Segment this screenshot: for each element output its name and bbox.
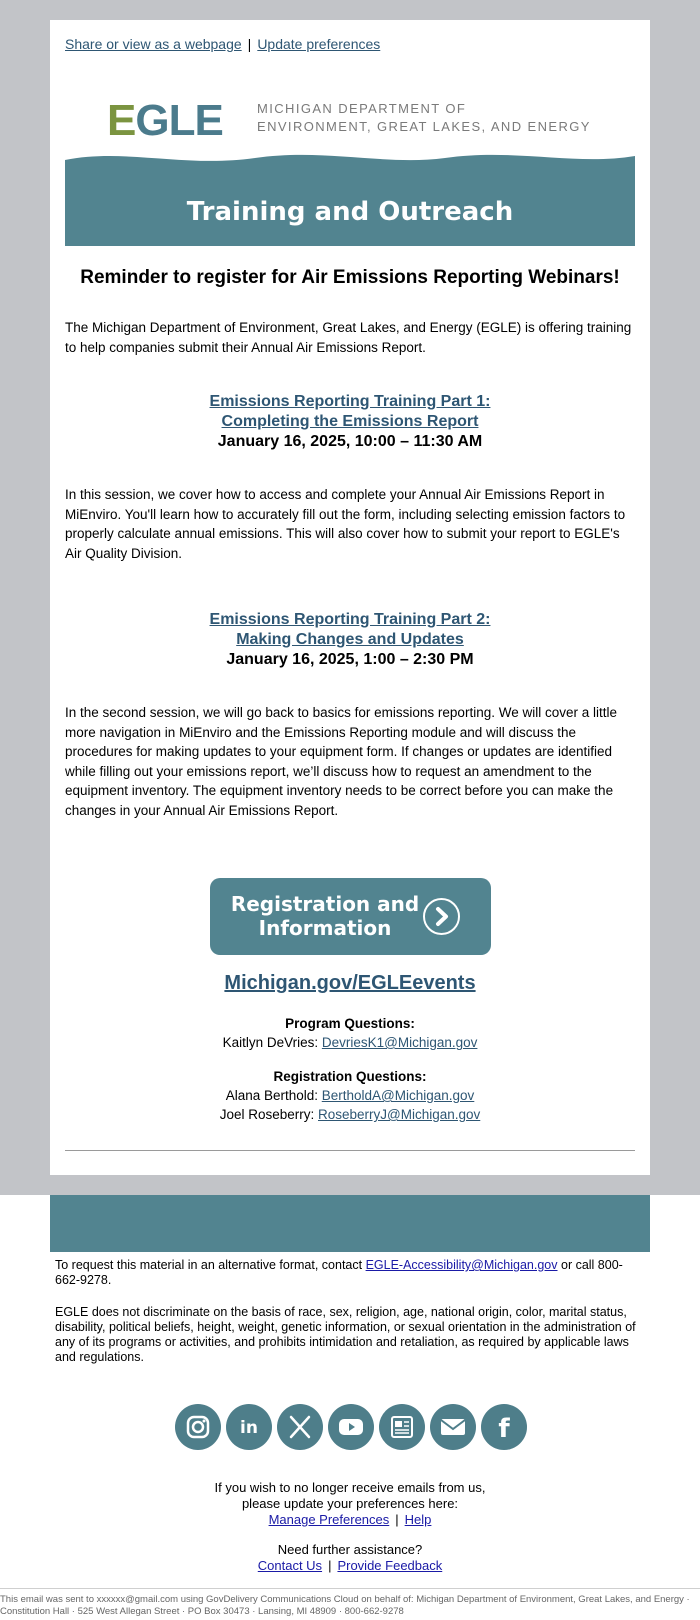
social-icons — [175, 1404, 527, 1450]
accessibility-notice: To request this material in an alternative format, contact EGLE-Accessibility@Michigan.gov or call 800-662-9278. — [55, 1258, 623, 1287]
news-icon[interactable] — [379, 1404, 425, 1450]
intro-paragraph: The Michigan Department of Environment, Great Lakes, and Energy (EGLE) is offering training to help companies submit their Annual Air Emissions Report. — [65, 320, 632, 355]
registration-questions-heading: Registration Questions: — [273, 1069, 427, 1084]
instagram-icon[interactable] — [175, 1404, 221, 1450]
logo-department-name: MICHIGAN DEPARTMENT OF ENVIRONMENT, GREAT LAKES, AND ENERGY — [257, 101, 591, 134]
bottom-divider — [0, 1588, 700, 1589]
footer-band — [50, 1195, 650, 1252]
content-divider — [65, 1150, 635, 1151]
svg-text:in: in — [240, 1418, 258, 1438]
session-2-date: January 16, 2025, 1:00 – 2:30 PM — [226, 651, 474, 668]
facebook-icon[interactable] — [481, 1404, 527, 1450]
program-contact-row: Kaitlyn DeVries: DevriesK1@Michigan.gov — [222, 1035, 478, 1050]
nondiscrimination-notice: EGLE does not discriminate on the basis of race, sex, religion, age, national origin, color, marital status, disability, political beliefs, height, weight, genetic information, or sexual orientation in the administration of any of its programs or activities, and prohibits intimidation and retaliation, as required by applicable laws and regulations. — [55, 1305, 636, 1364]
session-1-date: January 16, 2025, 10:00 – 11:30 AM — [217, 433, 483, 450]
registration-contact-row: Joel Roseberry: RoseberryJ@Michigan.gov — [219, 1107, 481, 1122]
help-link[interactable]: Help — [404, 1512, 432, 1527]
share-webpage-link[interactable]: Share or view as a webpage — [65, 36, 242, 52]
session-2-title-line2[interactable]: Making Changes and Updates — [236, 631, 464, 648]
session-1-title-line2[interactable]: Completing the Emissions Report — [221, 413, 479, 430]
program-questions-heading: Program Questions: — [285, 1016, 415, 1031]
unsubscribe-block: If you wish to no longer receive emails from us, please update your preferences here: Manage Preferences | Help — [214, 1480, 486, 1527]
contacts-section — [65, 1014, 635, 1124]
registration-button[interactable] — [210, 878, 491, 955]
session-2-description: In the second session, we will go back to basics for emissions reporting. We will cover a little more navigation in MiEnviro and the Emissions Reporting module and will discuss the procedures for making updates to your equipment form. If changes or updates are identified while filling out your emissions report, we’ll discuss how to request an amendment to the equipment inventory. The equipment inventory needs to be correct before you can make the changes in your Annual Air Emissions Report. — [65, 705, 617, 818]
manage-preferences-link[interactable]: Manage Preferences — [268, 1512, 390, 1527]
chevron-right-icon — [423, 898, 460, 935]
provide-feedback-link[interactable]: Provide Feedback — [337, 1558, 443, 1573]
email-icon[interactable] — [430, 1404, 476, 1450]
registration-button-label: Registration and Information — [230, 892, 420, 940]
accessibility-email-link[interactable]: EGLE-Accessibility@Michigan.gov — [365, 1258, 558, 1272]
session-2-title-line1[interactable]: Emissions Reporting Training Part 2: — [209, 611, 491, 628]
session-1-description: In this session, we cover how to access and complete your Annual Air Emissions Report in MiEnviro. You'll learn how to accurately fill out the form, including selecting emission factors to properly calculate annual emissions. This will also cover how to submit your report to EGLE's Air Quality Division. — [65, 487, 626, 561]
x-icon[interactable] — [277, 1404, 323, 1450]
contact-us-link[interactable]: Contact Us — [257, 1558, 323, 1573]
registration-contact-row: Alana Berthold: BertholdA@Michigan.gov — [225, 1088, 475, 1103]
sent-to-notice: This email was sent to xxxxxx@gmail.com using GovDelivery Communications Cloud on behalf of: Michigan Department of Environment, Great Lakes, and Energy · Constitution Hall · 525 West Allegan Street · PO Box 30473 · Lansing, MI 48909 · 800-662-9278 — [0, 1594, 690, 1617]
session-1-title-line1[interactable]: Emissions Reporting Training Part 1: — [209, 393, 491, 410]
session-2-heading — [65, 610, 635, 670]
page-headline: Reminder to register for Air Emissions Reporting Webinars! — [80, 267, 620, 288]
update-preferences-link[interactable]: Update preferences — [257, 36, 381, 52]
assistance-block: Need further assistance? Contact Us | Provide Feedback — [257, 1542, 443, 1573]
egle-events-link[interactable]: Michigan.gov/EGLEevents — [224, 972, 476, 994]
roseberry-email-link[interactable]: RoseberryJ@Michigan.gov — [318, 1107, 481, 1122]
banner-title: Training and Outreach — [186, 197, 514, 227]
youtube-icon[interactable] — [328, 1404, 374, 1450]
session-1-heading — [65, 392, 635, 452]
logo-mark: EGLE — [107, 96, 223, 145]
egle-logo — [65, 80, 635, 160]
top-links — [65, 36, 635, 52]
training-banner — [65, 150, 635, 246]
linkedin-icon[interactable] — [226, 1404, 272, 1450]
email-card — [50, 20, 650, 1175]
berthold-email-link[interactable]: BertholdA@Michigan.gov — [321, 1088, 475, 1103]
svg-text:f: f — [498, 1414, 510, 1444]
top-links-separator: | — [247, 36, 252, 52]
devries-email-link[interactable]: DevriesK1@Michigan.gov — [321, 1035, 478, 1050]
